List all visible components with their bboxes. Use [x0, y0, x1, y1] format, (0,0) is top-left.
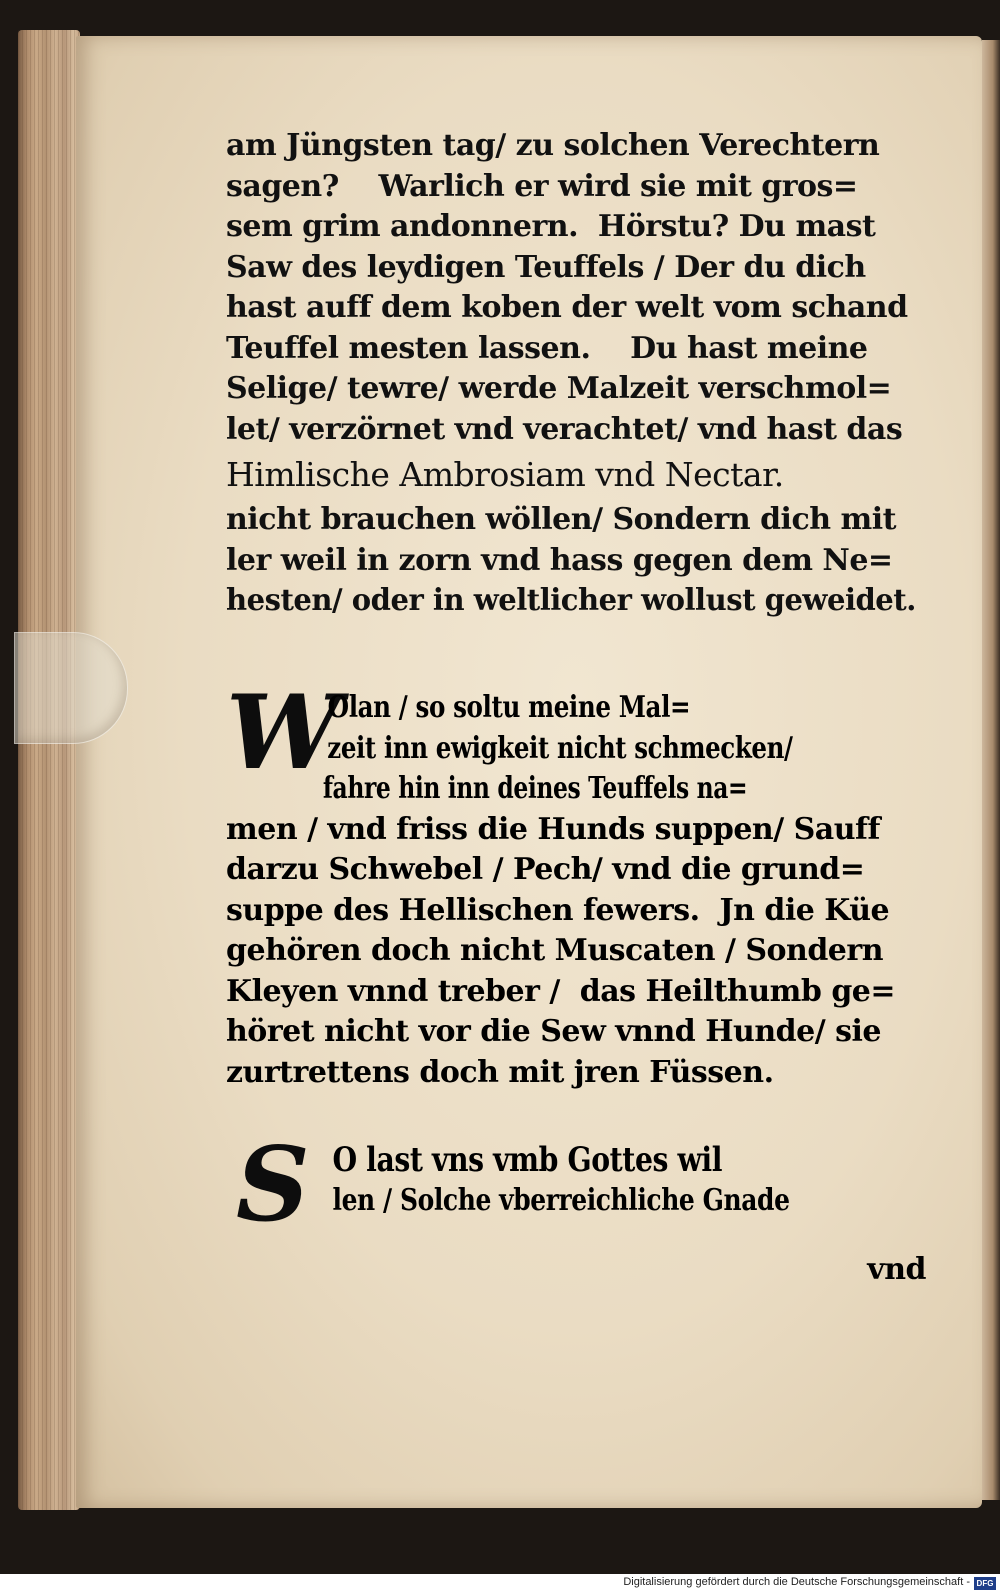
- paragraph-3: [236, 1125, 926, 1291]
- text-line: suppe des Hellischen fewers. Jn die Küe: [226, 892, 890, 928]
- text-line: Teuffel mesten lassen. Du hast meine: [226, 330, 868, 366]
- text-line: zurtrettens doch mit jren Füssen.: [226, 1054, 774, 1090]
- text-line: O last vns vmb Gottes wil: [332, 1140, 723, 1180]
- text-line: len / Solche vberreichliche Gnade: [332, 1182, 790, 1218]
- catchword: vnd: [867, 1252, 926, 1287]
- text-line: hesten/ oder in weltlicher wollust geweidet.: [226, 583, 916, 618]
- decorated-initial: S: [236, 1125, 310, 1245]
- text-line: zeit inn ewigkeit nicht schmecken/: [327, 730, 793, 766]
- text-line: höret nicht vor die Sew vnnd Hunde/ sie: [226, 1014, 882, 1049]
- text-line: fahre hin inn deines Teuffels na=: [322, 771, 748, 806]
- paragraph-2: [226, 673, 916, 1093]
- page-right-edge: [982, 40, 1000, 1500]
- text-line: am Jüngsten tag/ zu solchen Verechtern: [226, 128, 880, 163]
- text-line: Kleyen vnnd treber / das Heilthumb ge=: [226, 973, 896, 1009]
- text-line: Selige/ tewre/ werde Malzeit verschmol=: [226, 371, 892, 406]
- text-line: men / vnd friss die Hunds suppen/ Sauff: [226, 811, 880, 847]
- text-line: gehören doch nicht Muscaten / Sondern: [226, 933, 884, 968]
- text-line: ler weil in zorn vnd hass gegen dem Ne=: [226, 542, 893, 578]
- page-clip: [14, 632, 128, 744]
- book-fore-edge: [18, 30, 80, 1510]
- text-line: Olan / so soltu meine Mal=: [327, 690, 691, 725]
- text-line: darzu Schwebel / Pech/ vnd die grund=: [226, 852, 865, 887]
- decorated-initial: W: [226, 673, 341, 793]
- dfg-logo-icon: DFG: [974, 1577, 996, 1590]
- text-line: Himlische Ambrosiam vnd Nectar.: [226, 455, 784, 494]
- text-line: sem grim andonnern. Hörstu? Du mast: [226, 209, 876, 244]
- text-line: nicht brauchen wöllen/ Sondern dich mit: [226, 502, 896, 537]
- paragraph-1: [226, 126, 916, 622]
- text-line: sagen? Warlich er wird sie mit gros=: [226, 168, 858, 204]
- text-line: Saw des leydigen Teuffels / Der du dich: [226, 249, 866, 285]
- text-line: let/ verzörnet vnd verachtet/ vnd hast das: [226, 411, 903, 447]
- text-line: hast auff dem koben der welt vom schand: [226, 290, 908, 325]
- footer-credit: Digitalisierung gefördert durch die Deutsche Forschungsgemeinschaft -: [623, 1576, 970, 1588]
